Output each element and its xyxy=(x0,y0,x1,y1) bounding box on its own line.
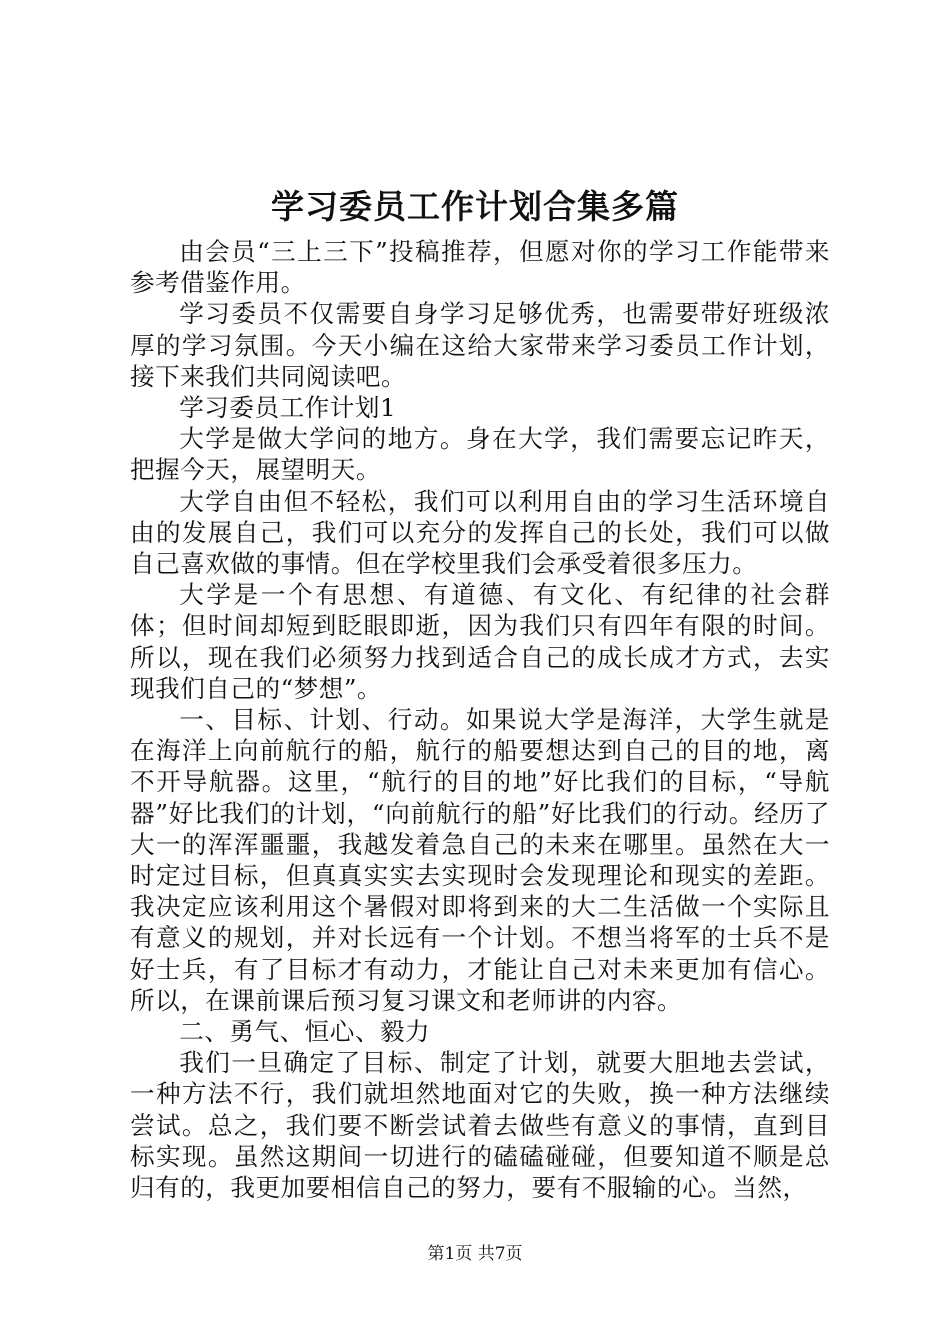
document-body xyxy=(130,236,830,1203)
intro-paragraph: 由会员“三上三下”投稿推荐，但愿对你的学习工作能带来参考借鉴作用。 xyxy=(130,237,830,298)
paragraph: 大学是一个有思想、有道德、有文化、有纪律的社会群体；但时间却短到眨眼即逝，因为我们只有四年有限的时间。所以，现在我们必须努力找到适合自己的成长成才方式，去实现我们自己的“梦想”。 xyxy=(130,580,830,703)
paragraph: 大学是做大学问的地方。身在大学，我们需要忘记昨天，把握今天，展望明天。 xyxy=(130,424,830,485)
paragraph: 大学自由但不轻松，我们可以利用自由的学习生活环境自由的发展自己，我们可以充分的发挥自己的长处，我们可以做自己喜欢做的事情。但在学校里我们会承受着很多压力。 xyxy=(130,486,830,579)
section-heading: 二、勇气、恒心、毅力 xyxy=(179,1017,431,1047)
section-heading: 学习委员工作计划1 xyxy=(179,393,397,423)
paragraph: 学习委员不仅需要自身学习足够优秀，也需要带好班级浓厚的学习氛围。今天小编在这给大家带来学习委员工作计划，接下来我们共同阅读吧。 xyxy=(130,299,830,391)
document-title: 学习委员工作计划合集多篇 xyxy=(271,187,679,226)
paragraph: 一、目标、计划、行动。如果说大学是海洋，大学生就是在海洋上向前航行的船，航行的船要想达到自己的目的地，离不开导航器。这里，“航行的目的地”好比我们的目标，“导航器”好比我们的计划，“向前航行的船”好比我们的行动。经历了大一的浑浑噩噩，我越发着急自己的未来在哪里。虽然在大一时定过目标，但真真实实去实现时会发现理论和现实的差距。我决定应该利用这个暑假对即将到来的大二生活做一个实际且有意义的规划，并对长远有一个计划。不想当将军的士兵不是好士兵，有了目标才有动力，才能让自己对未来更加有信心。所以，在课前课后预习复习课文和老师讲的内容。 xyxy=(130,705,830,1015)
paragraph: 我们一旦确定了目标、制定了计划，就要大胆地去尝试，一种方法不行，我们就坦然地面对它的失败，换一种方法继续尝试。总之，我们要不断尝试着去做些有意义的事情，直到目标实现。虽然这期间一切进行的磕磕碰碰，但要知道不顺是总归有的，我更加要相信自己的努力，要有不服输的心。当然， xyxy=(130,1048,830,1203)
page-number-footer: 第1页 共7页 xyxy=(427,1244,523,1264)
